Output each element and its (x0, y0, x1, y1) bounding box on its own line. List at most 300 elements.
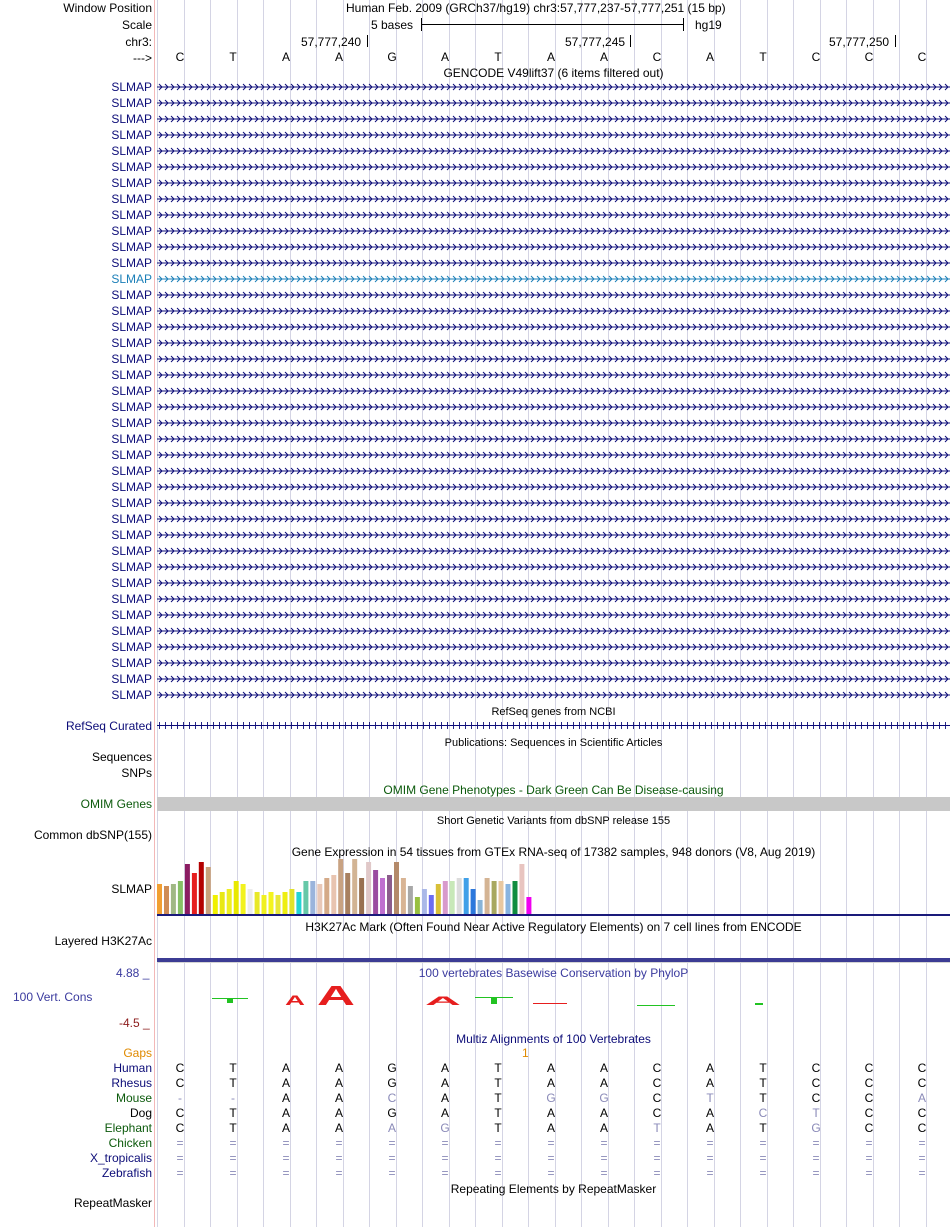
gtex-tissue-bar (450, 881, 455, 914)
chrom-label: chr3: (125, 35, 152, 49)
gencode-transcript-label[interactable]: SLMAP (111, 336, 152, 350)
alignment-base: = (229, 1151, 237, 1165)
alignment-base: = (176, 1151, 184, 1165)
gtex-tissue-bar (526, 897, 531, 914)
alignment-base: A (546, 1076, 555, 1090)
alignment-base: A (705, 1121, 714, 1135)
gencode-transcript-label[interactable]: SLMAP (111, 368, 152, 382)
gencode-transcript-line[interactable] (157, 611, 950, 619)
gencode-transcript-line[interactable] (157, 147, 950, 155)
gtex-tissue-bar (359, 878, 364, 914)
gencode-transcript-label[interactable]: SLMAP (111, 496, 152, 510)
multiz-species-label[interactable]: Chicken (108, 1136, 152, 1150)
alignment-base: C (175, 1061, 185, 1075)
gencode-transcript-line[interactable] (157, 275, 950, 283)
base-letter: A (705, 50, 714, 64)
gencode-transcript-label[interactable]: SLMAP (111, 224, 152, 238)
gencode-transcript-label[interactable]: SLMAP (111, 144, 152, 158)
gencode-transcript-label[interactable]: SLMAP (111, 96, 152, 110)
h3k27ac-track-label[interactable]: Layered H3K27Ac (54, 934, 152, 948)
alignment-base: C (175, 1076, 185, 1090)
scale-label: Scale (121, 18, 152, 32)
phylop-track-label[interactable]: 100 Vert. Cons (13, 990, 93, 1004)
multiz-gap-mark: 1 (522, 1046, 529, 1060)
alignment-base: G (546, 1091, 556, 1105)
gtex-tissue-bar (373, 870, 378, 914)
alignment-base: = (918, 1136, 926, 1150)
phylop-logo-a-2: A (317, 984, 355, 1011)
gencode-transcript-label[interactable]: SLMAP (111, 464, 152, 478)
refseq-gene-line[interactable] (157, 725, 950, 726)
gencode-transcript-line[interactable] (157, 435, 950, 443)
alignment-base: G (440, 1121, 450, 1135)
gencode-transcript-label[interactable]: SLMAP (111, 480, 152, 494)
alignment-base: A (334, 1076, 343, 1090)
gtex-tissue-bar (401, 878, 406, 914)
alignment-base: T (494, 1061, 502, 1075)
gencode-transcript-line[interactable] (157, 547, 950, 555)
alignment-base: = (653, 1151, 661, 1165)
gencode-transcript-line[interactable] (157, 131, 950, 139)
gtex-tissue-bar (429, 895, 434, 914)
gtex-tissue-bar (185, 864, 190, 914)
gencode-transcript-label[interactable]: SLMAP (111, 560, 152, 574)
alignment-base: A (440, 1061, 449, 1075)
gtex-tissue-bar (422, 889, 427, 914)
gencode-transcript-line[interactable] (157, 403, 950, 411)
gencode-transcript-line[interactable] (157, 627, 950, 635)
gencode-transcript-line[interactable] (157, 195, 950, 203)
alignment-base: A (440, 1091, 449, 1105)
alignment-base: A (599, 1106, 608, 1120)
gencode-transcript-label[interactable]: SLMAP (111, 400, 152, 414)
position-label-1: 57,777,240 (301, 35, 362, 49)
alignment-base: T (759, 1076, 767, 1090)
gtex-tissue-bar (276, 895, 281, 914)
gencode-transcript-label[interactable]: SLMAP (111, 416, 152, 430)
publications-label-line2[interactable]: SNPs (121, 766, 152, 780)
gencode-transcript-label[interactable]: SLMAP (111, 640, 152, 654)
gencode-transcript-line[interactable] (157, 163, 950, 171)
phylop-bar-5 (755, 1003, 763, 1005)
phylop-bar-4 (637, 1005, 675, 1006)
alignment-base: = (653, 1166, 661, 1180)
multiz-track-title: Multiz Alignments of 100 Vertebrates (456, 1032, 651, 1046)
alignment-base: = (812, 1166, 820, 1180)
dbsnp-track-title: Short Genetic Variants from dbSNP release 155 (436, 815, 671, 827)
alignment-base: = (865, 1166, 873, 1180)
omim-track-title: OMIM Gene Phenotypes - Dark Green Can Be Disease-causing (383, 783, 724, 797)
alignment-base: = (600, 1136, 608, 1150)
gtex-tissue-bar (234, 881, 239, 914)
gencode-transcript-label[interactable]: SLMAP (111, 304, 152, 318)
omim-gene-bar[interactable] (157, 797, 950, 811)
alignment-base: C (811, 1061, 821, 1075)
alignment-base: = (335, 1136, 343, 1150)
h3k27ac-track-title: H3K27Ac Mark (Often Found Near Active Regulatory Elements) on 7 cell lines from ENCODE (305, 920, 802, 934)
gtex-tissue-bar (248, 889, 253, 914)
gtex-tissue-bar (199, 862, 204, 914)
multiz-species-label[interactable]: Elephant (104, 1121, 152, 1135)
gencode-transcript-line[interactable] (157, 675, 950, 683)
alignment-base: C (652, 1076, 662, 1090)
base-letter: A (599, 50, 608, 64)
alignment-base: = (335, 1166, 343, 1180)
gencode-transcript-label[interactable]: SLMAP (111, 160, 152, 174)
gtex-tissue-bar (213, 895, 218, 914)
alignment-base: = (388, 1166, 396, 1180)
gencode-transcript-label[interactable]: SLMAP (111, 432, 152, 446)
base-letter: A (440, 50, 449, 64)
alignment-base: A (440, 1106, 449, 1120)
gencode-transcript-label[interactable]: SLMAP (111, 512, 152, 526)
alignment-base: = (918, 1151, 926, 1165)
gtex-tissue-bar (331, 875, 336, 914)
gencode-transcript-line[interactable] (157, 243, 950, 251)
gencode-transcript-line[interactable] (157, 323, 950, 331)
gencode-transcript-label[interactable]: SLMAP (111, 240, 152, 254)
alignment-base: = (176, 1166, 184, 1180)
gencode-transcript-line[interactable] (157, 307, 950, 315)
alignment-base: = (494, 1136, 502, 1150)
multiz-species-label[interactable]: Zebrafish (101, 1166, 152, 1180)
alignment-base: T (759, 1121, 767, 1135)
gtex-tissue-bar (471, 889, 476, 914)
base-letter: A (546, 50, 555, 64)
gtex-tissue-bar (436, 884, 441, 914)
alignment-base: T (812, 1106, 820, 1120)
gencode-transcript-line[interactable] (157, 483, 950, 491)
gencode-transcript-label[interactable]: SLMAP (111, 288, 152, 302)
gtex-tissue-bar (506, 884, 511, 914)
alignment-base: C (175, 1106, 185, 1120)
alignment-base: A (705, 1106, 714, 1120)
phylop-logo-a-3: A (425, 994, 463, 1008)
position-label-3: 57,777,250 (829, 35, 890, 49)
gtex-tissue-bar (227, 889, 232, 914)
position-tick-2 (630, 35, 631, 47)
dbsnp-track-label[interactable]: Common dbSNP(155) (33, 828, 152, 842)
alignment-base: = (865, 1136, 873, 1150)
gencode-transcript-label[interactable]: SLMAP (111, 112, 152, 126)
alignment-base: G (387, 1106, 397, 1120)
gencode-transcript-label[interactable]: SLMAP (111, 656, 152, 670)
gtex-tissue-bar (345, 873, 350, 914)
gencode-transcript-label[interactable]: SLMAP (111, 544, 152, 558)
alignment-base: C (387, 1091, 397, 1105)
gencode-transcript-line[interactable] (157, 339, 950, 347)
gencode-transcript-label[interactable]: SLMAP (111, 192, 152, 206)
alignment-base: = (547, 1166, 555, 1180)
alignment-base: T (653, 1121, 661, 1135)
alignment-base: = (282, 1136, 290, 1150)
base-letter: C (811, 50, 821, 64)
alignment-base: C (652, 1061, 662, 1075)
multiz-species-label[interactable]: Mouse (115, 1091, 152, 1105)
publications-track-title: Publications: Sequences in Scientific Articles (444, 737, 663, 749)
alignment-base: = (335, 1151, 343, 1165)
alignment-base: C (652, 1091, 662, 1105)
gtex-tissue-bar (464, 878, 469, 914)
alignment-base: = (918, 1166, 926, 1180)
alignment-base: T (229, 1106, 237, 1120)
alignment-base: A (599, 1061, 608, 1075)
gtex-bar-chart[interactable] (157, 858, 950, 914)
alignment-base: = (706, 1166, 714, 1180)
gencode-transcript-label[interactable]: SLMAP (111, 208, 152, 222)
alignment-base: - (178, 1091, 182, 1105)
alignment-base: A (599, 1121, 608, 1135)
gtex-tissue-bar (519, 864, 524, 914)
alignment-base: T (494, 1076, 502, 1090)
alignment-base: A (705, 1076, 714, 1090)
base-letter: A (281, 50, 290, 64)
base-letter: G (387, 50, 397, 64)
gtex-tissue-bar (178, 881, 183, 914)
gencode-transcript-line[interactable] (157, 579, 950, 587)
gtex-tissue-bar (415, 897, 420, 914)
gtex-tissue-bar (310, 881, 315, 914)
alignment-base: = (812, 1151, 820, 1165)
alignment-base: T (229, 1076, 237, 1090)
gtex-tissue-bar (499, 881, 504, 914)
gencode-transcript-line[interactable] (157, 179, 950, 187)
alignment-base: - (231, 1091, 235, 1105)
repeatmasker-track-title: Repeating Elements by RepeatMasker (450, 1182, 657, 1196)
gencode-track-title: GENCODE V49lift37 (6 items filtered out) (443, 66, 664, 80)
phylop-ymin: -4.5 _ (119, 1016, 150, 1030)
gencode-transcript-line[interactable] (157, 659, 950, 667)
gencode-transcript-label[interactable]: SLMAP (111, 176, 152, 190)
h3k27ac-baseline (157, 962, 950, 963)
alignment-base: = (229, 1136, 237, 1150)
gencode-transcript-line[interactable] (157, 451, 950, 459)
alignment-base: A (281, 1061, 290, 1075)
omim-track-label[interactable]: OMIM Genes (80, 797, 152, 811)
gtex-tissue-bar (220, 892, 225, 914)
alignment-base: A (334, 1061, 343, 1075)
gtex-tissue-bar (164, 886, 169, 914)
alignment-base: C (917, 1061, 927, 1075)
base-letter: T (759, 50, 767, 64)
alignment-base: T (706, 1091, 714, 1105)
gtex-tissue-bar (387, 875, 392, 914)
gencode-transcript-line[interactable] (157, 515, 950, 523)
repeatmasker-track-label[interactable]: RepeatMasker (73, 1196, 152, 1210)
gencode-transcript-line[interactable] (157, 563, 950, 571)
gtex-tissue-bar (206, 867, 211, 914)
alignment-base: A (334, 1106, 343, 1120)
gencode-transcript-line[interactable] (157, 643, 950, 651)
gencode-transcript-line[interactable] (157, 371, 950, 379)
multiz-species-label[interactable]: Human (113, 1061, 152, 1075)
alignment-base: = (706, 1151, 714, 1165)
base-letter: C (175, 50, 185, 64)
alignment-base: = (865, 1151, 873, 1165)
alignment-base: G (599, 1091, 609, 1105)
gencode-transcript-line[interactable] (157, 595, 950, 603)
alignment-base: = (441, 1136, 449, 1150)
window-position-label: Window Position (63, 1, 152, 15)
gencode-transcript-line[interactable] (157, 259, 950, 267)
alignment-base: = (388, 1151, 396, 1165)
gtex-track-label[interactable]: SLMAP (111, 882, 152, 896)
alignment-base: = (600, 1151, 608, 1165)
gencode-transcript-label[interactable]: SLMAP (111, 272, 152, 286)
base-letter: C (652, 50, 662, 64)
phylop-logo-a-1: A (285, 992, 305, 1008)
base-letter: C (917, 50, 927, 64)
strand-label: ---> (133, 51, 152, 65)
alignment-base: C (811, 1091, 821, 1105)
alignment-base: C (864, 1091, 874, 1105)
gencode-transcript-label[interactable]: SLMAP (111, 352, 152, 366)
gtex-tissue-bar (255, 892, 260, 914)
gtex-tissue-bar (303, 881, 308, 914)
alignment-base: C (175, 1121, 185, 1135)
gtex-tissue-bar (352, 859, 357, 914)
gencode-transcript-label[interactable]: SLMAP (111, 448, 152, 462)
alignment-base: = (229, 1166, 237, 1180)
position-tick-3 (895, 35, 896, 47)
alignment-base: C (864, 1076, 874, 1090)
multiz-species-label[interactable]: X_tropicalis (89, 1151, 152, 1165)
publications-label-line1[interactable]: Sequences (91, 750, 152, 764)
alignment-base: A (705, 1061, 714, 1075)
gencode-transcript-line[interactable] (157, 499, 950, 507)
alignment-base: T (494, 1091, 502, 1105)
gencode-transcript-label[interactable]: SLMAP (111, 384, 152, 398)
alignment-base: = (759, 1136, 767, 1150)
refseq-track-title: RefSeq genes from NCBI (491, 706, 616, 718)
gencode-transcript-label[interactable]: SLMAP (111, 80, 152, 94)
alignment-base: C (864, 1061, 874, 1075)
alignment-base: C (917, 1106, 927, 1120)
alignment-base: C (758, 1106, 768, 1120)
alignment-base: G (811, 1121, 821, 1135)
gencode-transcript-line[interactable] (157, 691, 950, 699)
gtex-tissue-bar (262, 895, 267, 914)
label-divider (154, 0, 155, 1227)
gtex-tissue-bar (317, 884, 322, 914)
gtex-tissue-bar (485, 878, 490, 914)
gencode-transcript-label[interactable]: SLMAP (111, 608, 152, 622)
base-letter: C (864, 50, 874, 64)
gencode-transcript-line[interactable] (157, 387, 950, 395)
phylop-signal[interactable] (157, 984, 950, 1012)
alignment-base: C (652, 1106, 662, 1120)
alignment-base: T (759, 1091, 767, 1105)
gencode-transcript-label[interactable]: SLMAP (111, 576, 152, 590)
alignment-base: = (653, 1136, 661, 1150)
alignment-base: = (547, 1151, 555, 1165)
gencode-transcript-line[interactable] (157, 83, 950, 91)
gtex-tissue-bar (492, 881, 497, 914)
alignment-base: T (759, 1061, 767, 1075)
gencode-transcript-label[interactable]: SLMAP (111, 256, 152, 270)
alignment-base: = (494, 1166, 502, 1180)
alignment-base: A (281, 1076, 290, 1090)
gencode-transcript-line[interactable] (157, 291, 950, 299)
gtex-tissue-bar (241, 884, 246, 914)
phylop-bar-2-peak (491, 997, 497, 1004)
gtex-tissue-bar (443, 881, 448, 914)
phylop-ymax: 4.88 _ (116, 966, 150, 980)
gencode-transcript-line[interactable] (157, 419, 950, 427)
alignment-base: G (387, 1076, 397, 1090)
gtex-baseline (157, 914, 950, 916)
alignment-base: A (334, 1091, 343, 1105)
alignment-base: = (388, 1136, 396, 1150)
gencode-transcript-line[interactable] (157, 227, 950, 235)
gencode-transcript-label[interactable]: SLMAP (111, 592, 152, 606)
gencode-transcript-label[interactable]: SLMAP (111, 528, 152, 542)
gencode-transcript-label[interactable]: SLMAP (111, 320, 152, 334)
alignment-base: = (759, 1166, 767, 1180)
gtex-tissue-bar (408, 886, 413, 914)
alignment-base: T (494, 1121, 502, 1135)
gtex-tissue-bar (366, 862, 371, 914)
assembly-short: hg19 (695, 18, 722, 32)
gencode-transcript-line[interactable] (157, 99, 950, 107)
gtex-tissue-bar (289, 889, 294, 914)
phylop-bar-1-peak (227, 998, 233, 1003)
gtex-tissue-bar (457, 878, 462, 914)
gtex-tissue-bar (394, 862, 399, 914)
gencode-transcript-label[interactable]: SLMAP (111, 624, 152, 638)
scale-text: 5 bases (371, 18, 414, 32)
gencode-transcript-line[interactable] (157, 115, 950, 123)
alignment-base: A (546, 1121, 555, 1135)
alignment-base: C (917, 1121, 927, 1135)
gtex-tissue-bar (380, 878, 385, 914)
alignment-base: T (229, 1061, 237, 1075)
gencode-transcript-label[interactable]: SLMAP (111, 688, 152, 702)
alignment-base: A (917, 1091, 926, 1105)
gtex-tissue-bar (192, 873, 197, 914)
multiz-species-label[interactable]: Rhesus (111, 1076, 152, 1090)
refseq-track-label[interactable]: RefSeq Curated (65, 719, 152, 733)
alignment-base: = (282, 1166, 290, 1180)
gencode-transcript-label[interactable]: SLMAP (111, 672, 152, 686)
alignment-base: A (387, 1121, 396, 1135)
gencode-transcript-line[interactable] (157, 531, 950, 539)
gencode-transcript-line[interactable] (157, 211, 950, 219)
alignment-base: = (759, 1151, 767, 1165)
gtex-tissue-bar (338, 859, 343, 914)
alignment-base: A (546, 1061, 555, 1075)
alignment-base: = (600, 1166, 608, 1180)
alignment-base: A (334, 1121, 343, 1135)
gencode-transcript-line[interactable] (157, 467, 950, 475)
multiz-gaps-label: Gaps (123, 1046, 152, 1060)
base-letter: T (229, 50, 237, 64)
alignment-base: A (440, 1076, 449, 1090)
alignment-base: T (229, 1121, 237, 1135)
base-letter: T (494, 50, 502, 64)
alignment-base: A (281, 1091, 290, 1105)
gencode-transcript-label[interactable]: SLMAP (111, 128, 152, 142)
alignment-base: C (811, 1076, 821, 1090)
gtex-tissue-bar (296, 892, 301, 914)
multiz-species-label[interactable]: Dog (129, 1106, 152, 1120)
base-letter: A (334, 50, 343, 64)
alignment-base: = (706, 1136, 714, 1150)
alignment-base: = (547, 1136, 555, 1150)
position-label-2: 57,777,245 (565, 35, 626, 49)
gencode-transcript-line[interactable] (157, 355, 950, 363)
gtex-tissue-bar (478, 900, 483, 914)
